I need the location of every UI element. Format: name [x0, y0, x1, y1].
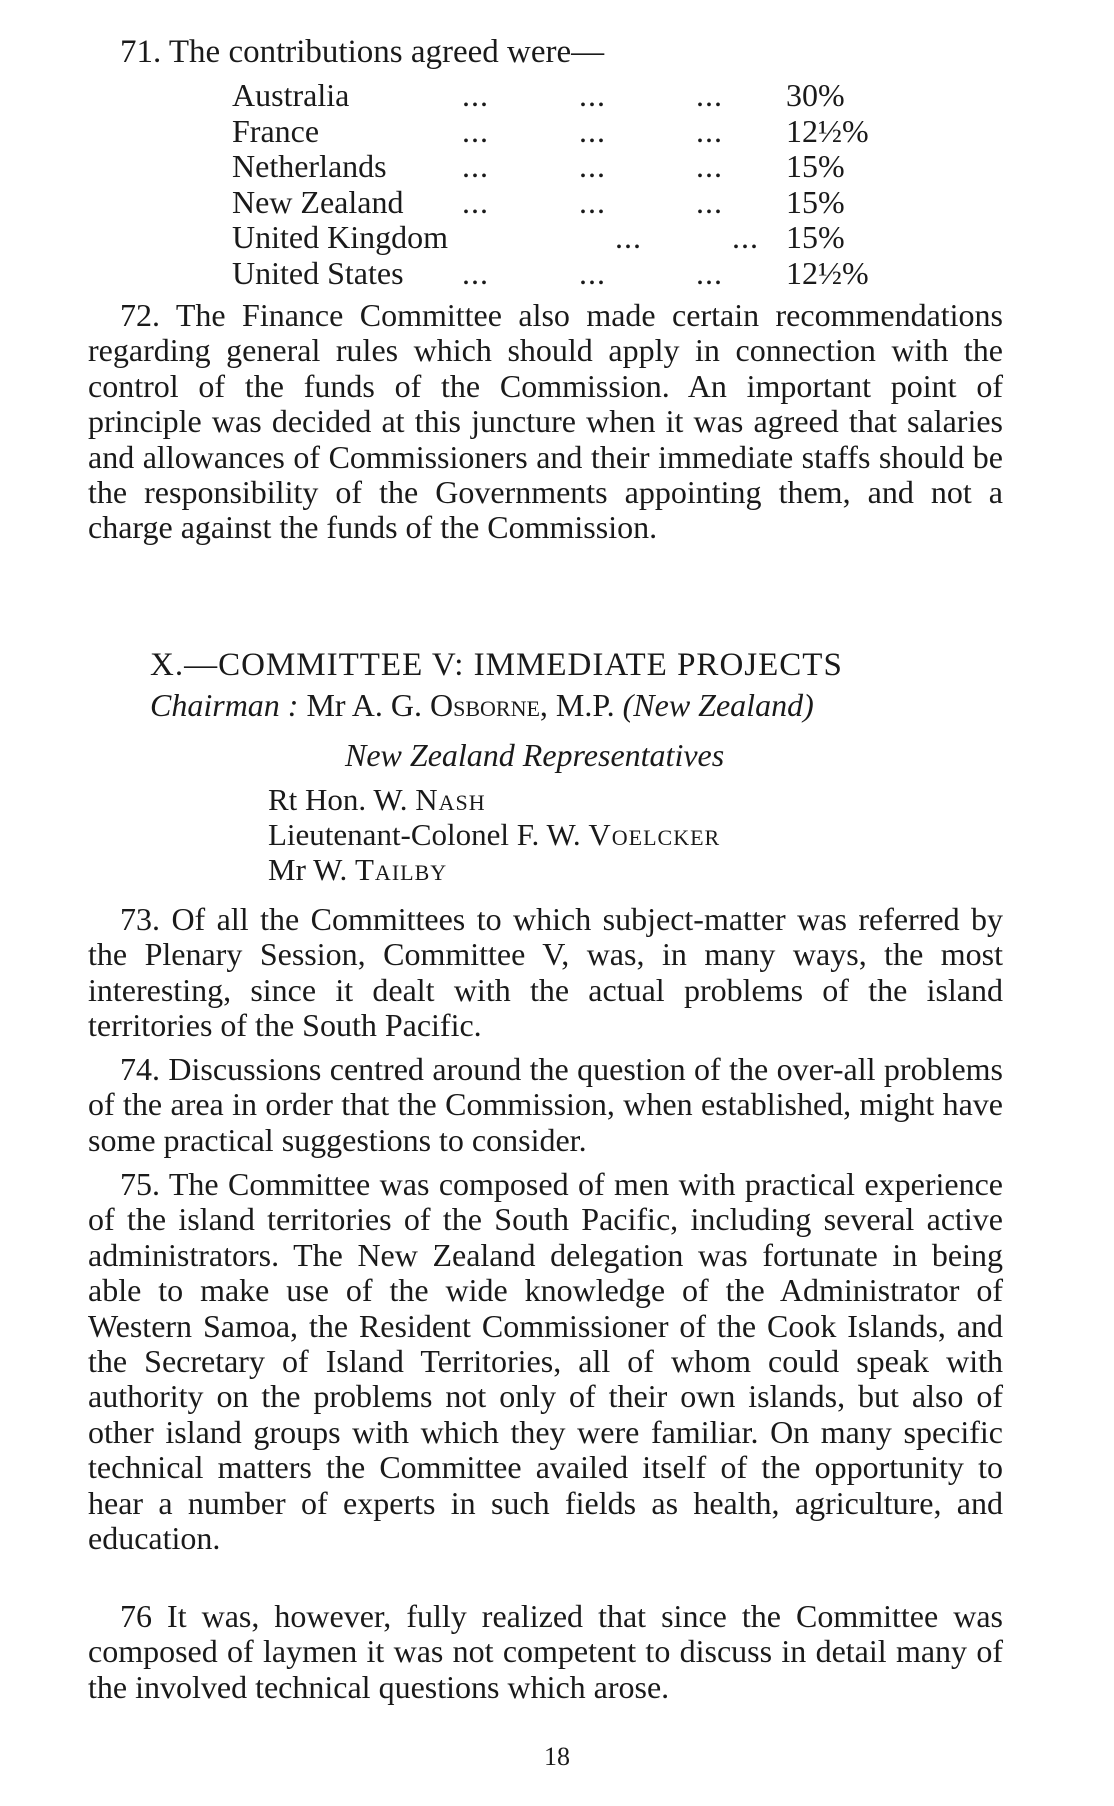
paragraph-72: 72. The Finance Committee also made certain recommendations regarding general rules which should apply in connection with the control of the funds of the Commission. An important point of principle was decided at this juncture when it was agreed that salaries and allowances of Commissioners and their immediate staffs should be the responsibility of the Governments appointing them, and not a charge against the funds of the Commission.: [88, 297, 1003, 546]
representative-prefix: Lieutenant-Colonel F. W.: [268, 817, 589, 852]
leader-dots: ... ...: [462, 219, 759, 255]
country-name: United States: [232, 254, 404, 291]
contributions-intro: 71. The contributions agreed were—: [120, 34, 605, 70]
contribution-share: 30%: [786, 77, 845, 113]
representative: [268, 852, 720, 887]
country-name: France: [232, 112, 320, 149]
chairman-label: Chairman :: [150, 687, 299, 723]
country-name: Australia: [232, 77, 350, 113]
contribution-share: 15%: [786, 183, 845, 220]
contribution-row: [232, 78, 892, 114]
paragraph-74: 74. Discussions centred around the question of the over-all problems of the area in order that the Commission, when established, might have some practical suggestions to consider.: [88, 1051, 1003, 1158]
paragraph-73: 73. Of all the Committees to which subject-matter was referred by the Plenary Session, Committee V, was, in many ways, the most interesting, since it dealt with the actual problems of the island territories of the South Pacific.: [88, 901, 1003, 1044]
representative-surname: Nash: [415, 782, 486, 817]
contribution-row: [232, 185, 892, 221]
chairman-suffix: , M.P.: [539, 687, 615, 723]
contribution-row: [232, 220, 892, 256]
representative-surname: Voelcker: [588, 817, 721, 852]
representatives-list: [268, 782, 720, 887]
representative-prefix: Rt Hon. W.: [268, 782, 416, 817]
contribution-share: 12½%: [786, 112, 869, 149]
paragraph-75: 75. The Committee was composed of men with practical experience of the island territories of the South Pacific, including several active administrators. The New Zealand delegation was fortunate in being able to make use of the wide knowledge of the Administrator of Western Samoa, the Resident Commissioner of the Cook Islands, and the Secretary of Island Territories, all of whom could speak with authority on the problems not only of their own islands, but also of other island groups with which they were familiar. On many specific technical matters the Committee availed itself of the opportunity to hear a number of experts in such fields as health, agriculture, and education.: [88, 1166, 1003, 1557]
country-name: United Kingdom: [232, 219, 448, 255]
leader-dots: ... ... ...: [462, 254, 723, 291]
contribution-row: [232, 114, 892, 150]
contribution-share: 12½%: [786, 254, 869, 291]
contribution-share: 15%: [786, 219, 845, 255]
paragraph-76: 76 It was, however, fully realized that since the Committee was composed of laymen it was not competent to discuss in detail many of the involved technical questions which arose.: [88, 1598, 1003, 1705]
representative: [268, 782, 720, 817]
leader-dots: ... ... ...: [462, 77, 723, 113]
chairman-line: [150, 685, 1010, 725]
leader-dots: ... ... ...: [462, 183, 723, 220]
representative-surname: Tailby: [355, 852, 448, 887]
contributions-table: [232, 78, 892, 291]
section-heading: X.—COMMITTEE V: IMMEDIATE PROJECTS: [150, 647, 843, 683]
contribution-row: [232, 256, 892, 292]
leader-dots: ... ... ...: [462, 148, 723, 184]
chairman-title: Mr A. G.: [306, 687, 423, 723]
country-name: New Zealand: [232, 183, 404, 220]
contribution-row: [232, 149, 892, 185]
contribution-share: 15%: [786, 148, 845, 184]
country-name: Netherlands: [232, 148, 387, 184]
leader-dots: ... ... ...: [462, 112, 723, 149]
page-number: 18: [544, 1742, 570, 1771]
representatives-heading: New Zealand Representatives: [345, 737, 725, 773]
chairman-surname: Osborne: [430, 687, 540, 723]
representative: [268, 817, 720, 852]
chairman-country: (New Zealand): [622, 687, 814, 723]
representative-prefix: Mr W.: [268, 852, 355, 887]
